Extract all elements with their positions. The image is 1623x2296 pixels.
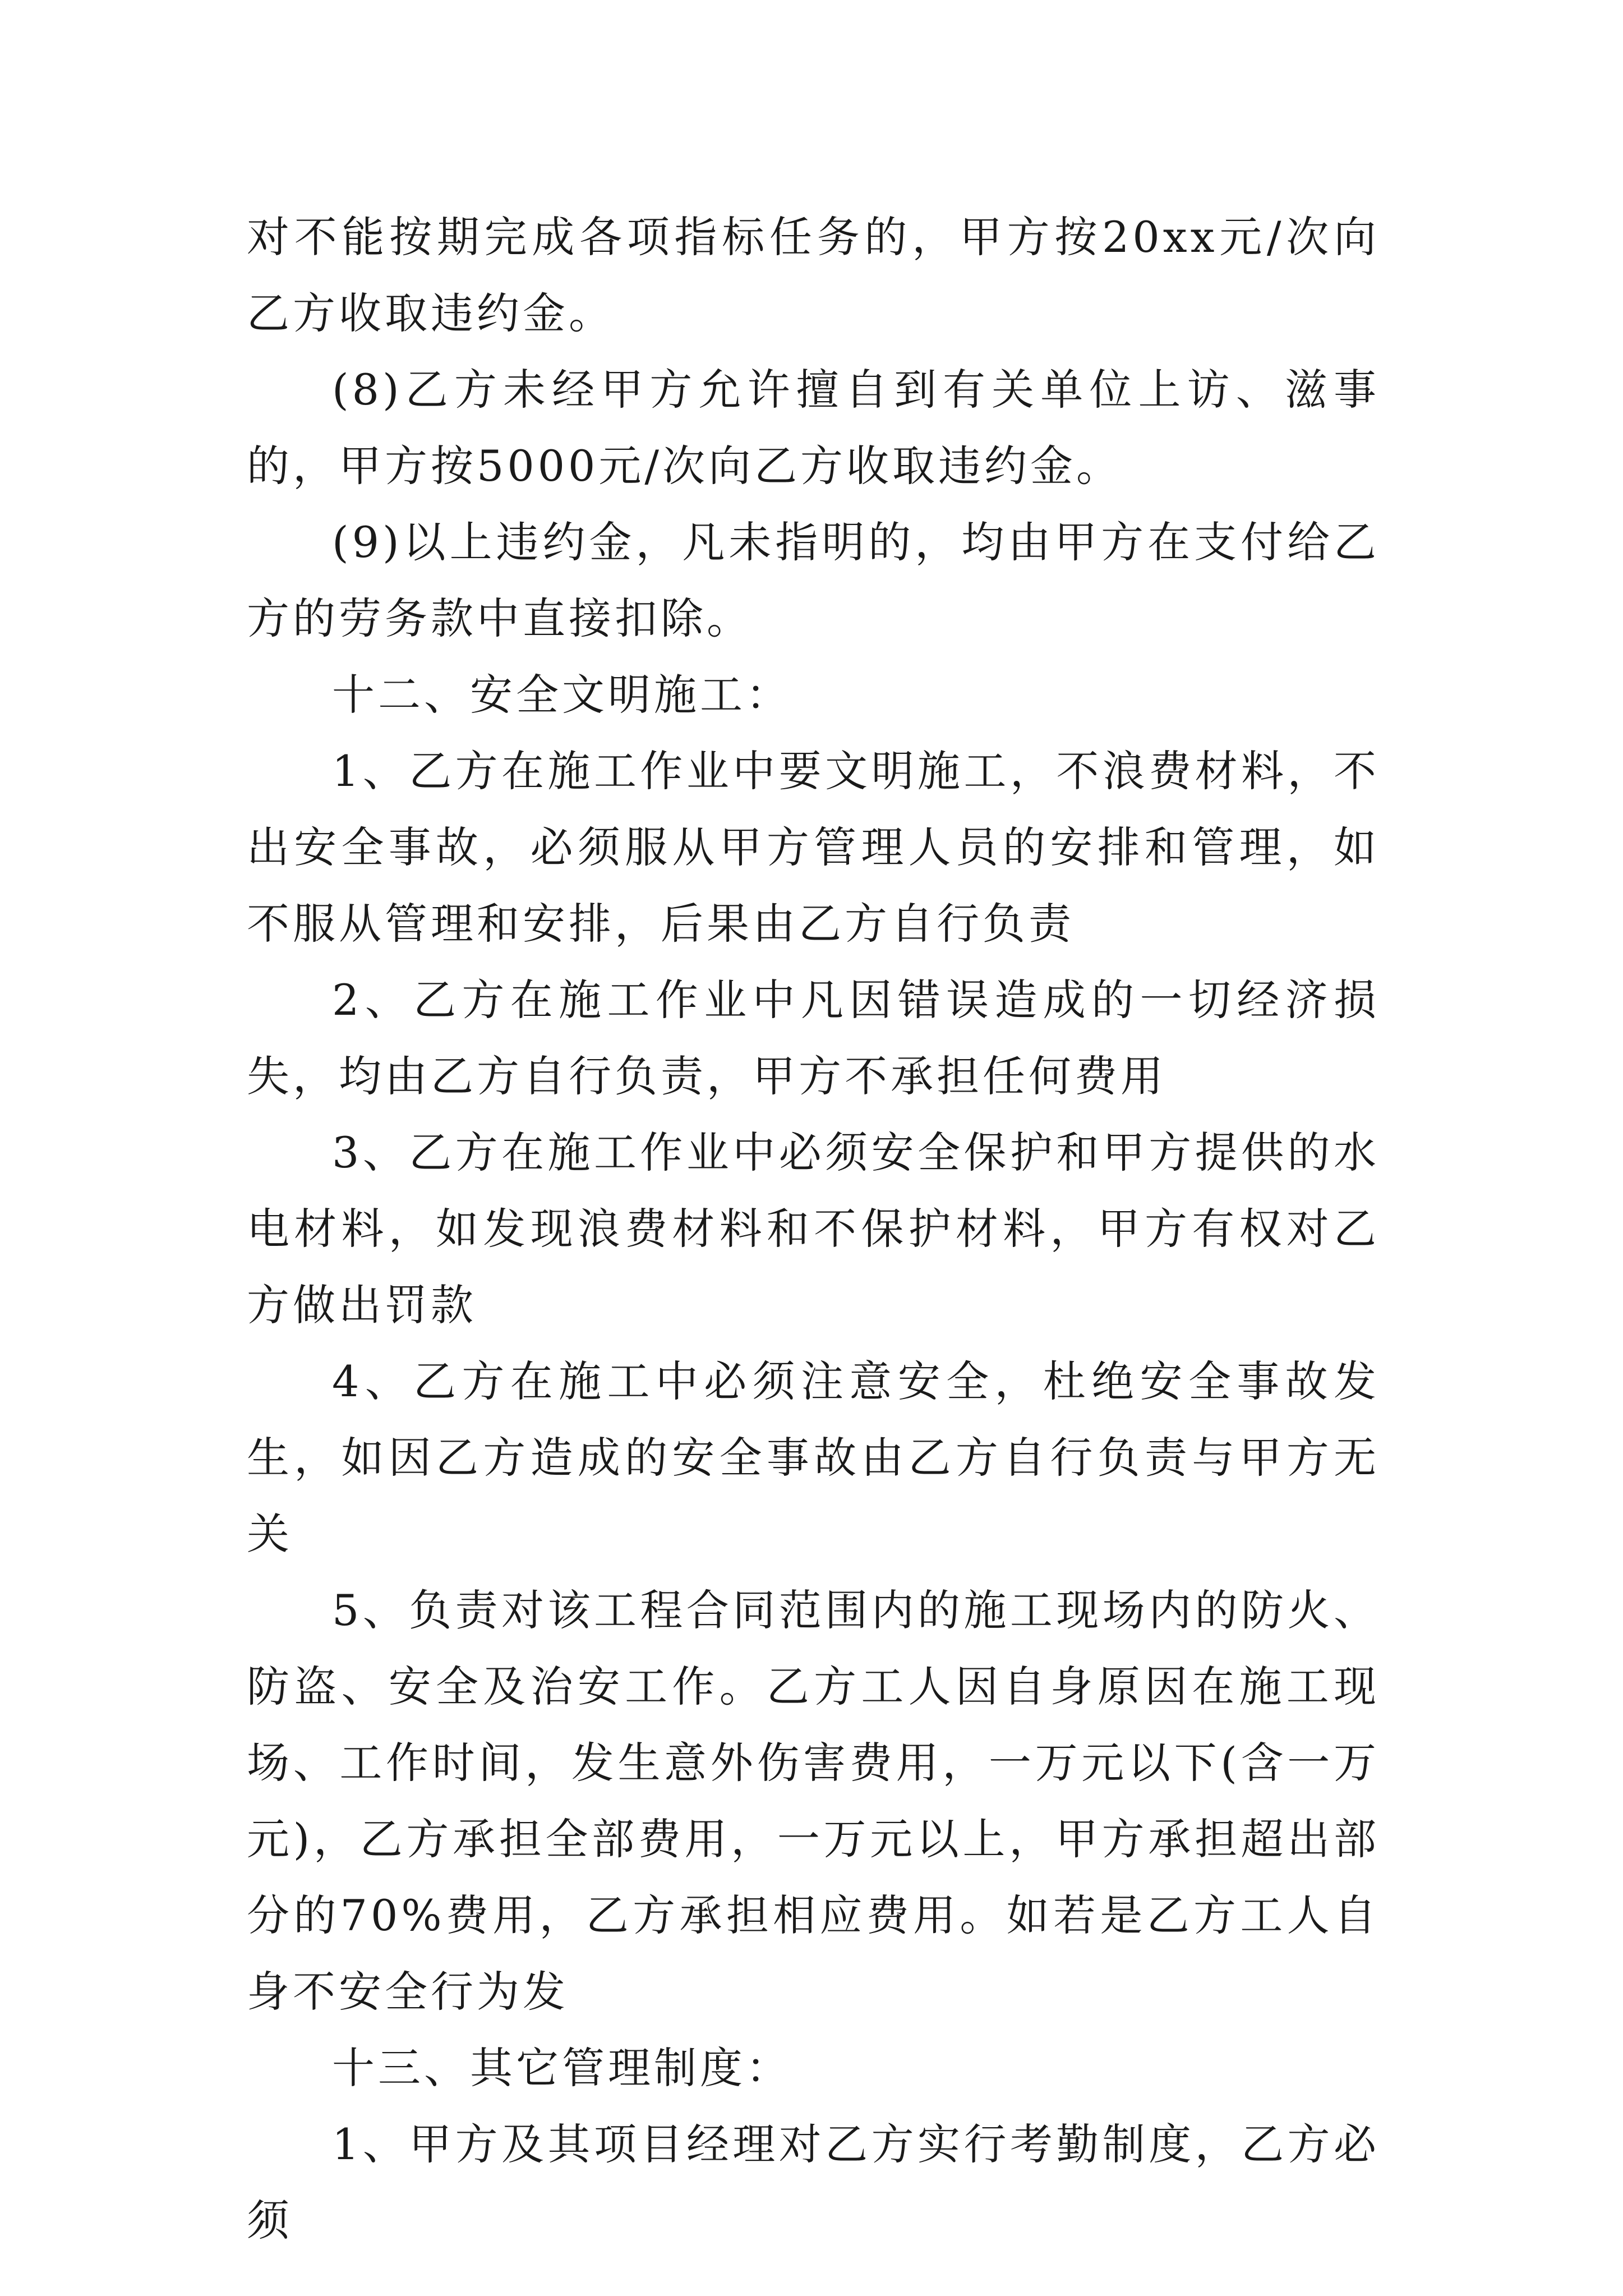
paragraph-management-1: 1、甲方及其项目经理对乙方实行考勤制度，乙方必须: [247, 2119, 1380, 2246]
section-heading-12: 十二、安全文明施工：: [332, 670, 792, 720]
document-body: [247, 199, 1380, 2259]
paragraph-clause-8: (8)乙方未经甲方允许擅自到有关单位上访、滋事的，甲方按5000元/次向乙方收取违约金。: [247, 365, 1380, 491]
section-heading-13: 十三、其它管理制度：: [332, 2043, 792, 2093]
paragraph-safety-1: 1、乙方在施工作业中要文明施工，不浪费材料，不出安全事故，必须服从甲方管理人员的安排和管理，如不服从管理和安排，后果由乙方自行负责: [247, 746, 1380, 949]
paragraph-safety-2: 2、乙方在施工作业中凡因错误造成的一切经济损失，均由乙方自行负责，甲方不承担任何费用: [247, 975, 1380, 1101]
paragraph-safety-5: 5、负责对该工程合同范围内的施工现场内的防火、防盗、安全及治安工作。乙方工人因自身原因在施工现场、工作时间，发生意外伤害费用，一万元以下(含一万元)，乙方承担全部费用，一万元以上，甲方承担超出部分的70%费用，乙方承担相应费用。如若是乙方工人自身不安全行为发: [247, 1585, 1380, 2017]
paragraph-safety-4: 4、乙方在施工中必须注意安全，杜绝安全事故发生，如因乙方造成的安全事故由乙方自行负责与甲方无关: [247, 1356, 1380, 1559]
paragraph-penalty-targets: 对不能按期完成各项指标任务的，甲方按20xx元/次向乙方收取违约金。: [247, 212, 1380, 338]
paragraph-clause-9: (9)以上违约金，凡未指明的，均由甲方在支付给乙方的劳务款中直接扣除。: [247, 517, 1380, 643]
paragraph-safety-3: 3、乙方在施工作业中必须安全保护和甲方提供的水电材料，如发现浪费材料和不保护材料，甲方有权对乙方做出罚款: [247, 1128, 1380, 1330]
